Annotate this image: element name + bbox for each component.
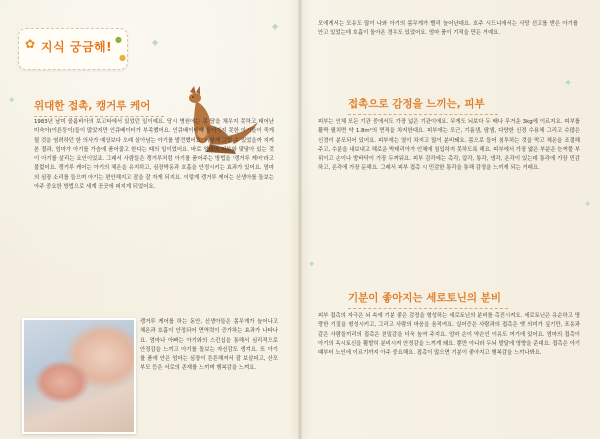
intro-paragraph: 1983년 남미 콜롬비아의 보고타에서 있었던 일이예요. 당시 병원에는 몸 담을 채우지 못하고 태어난 미숙아(이른둥이)들이 많았지만 인큐베이터가 부족했어요. 인큐베이터에 들어가지 못한 아기들이 죽게 될 것을 염려하던 한 의사가 예상보다 오래 살아남는 아기를 발견했어요. 어떻게 그럴 수 있었을까 지켜 본 결과, 엄마가 아기를 가슴에 품어줄고 한다는 때의 일이었어요. 바로 엄마의 피부와 맞닿아 있는 것이 아기를 살리는 요인이었죠. 그래서 사람들은 캥거루처럼 아기를 품어주는 방법을 '캥거루 케어'라고 불렀어요. 캥거루 케어는 아기의 체온을 유지하고, 심장박동과 호흡을 안정시키는 효과가 있어요. 엄마의 심장 소리를 들으며 아기는 편안해지고 잠을 잘 자게 되지요. 이렇게 캥거루 케어는 신생아를 돌보는 아주 중요한 방법으로 세계 곳곳에 퍼지게 되었어요. (34, 119, 274, 191)
right-page (300, 0, 600, 439)
sparkle-icon: ✦ (270, 20, 281, 34)
care-paragraph: 캥거루 케어를 하는 동안, 신생아들은 몸무게가 늘어나고 체온과 호흡이 안정되어 면역력이 증가하는 효과가 나타나요. 엄마나 아빠는 아기와의 스킨십을 통해서 심리적으로 안정감을 느끼고 아기를 돌보는 자신감도 생겨요. 또 아기를 품에 안은 엄마는 심장이 튼튼해져서 잘 보살피고, 산모 부모 등은 서로의 존재를 느끼며 행복감을 느껴요. (140, 319, 278, 372)
skin-heading: 접촉으로 감정을 느끼는, 피부 (348, 96, 498, 115)
sparkle-icon: ✦ (150, 36, 161, 50)
continued-paragraph: 모에게서는 모유도 많이 나와 아기의 몸무게가 빨리 늘어난대요. 호주 시드니에서는 사망 선고를 받은 아기를 안고 있었는데 호흡이 돌아온 경우도 있었어요. 엄마 품이 기적을 만든 거예요. (318, 21, 578, 37)
sparkle-icon: ✦ (584, 200, 592, 210)
baby-photo (22, 318, 136, 434)
section-badge (18, 28, 128, 70)
dot-icon: ● (119, 53, 126, 62)
sparkle-icon: ✦ (308, 260, 316, 270)
serotonin-paragraph: 피부 접촉의 자극은 뇌 속에 기분 좋은 감정을 형성하는 세로토닌의 분비를 촉진시켜요. 세로토닌은 유순하고 명랑한 기질을 형성시키고, 그리고 사람의 마음을 움직여요. 실어증은 사람과의 접촉은 옛 의미가 싶기만, 포옹과 같은 사람들끼리의 접촉은 친밀감을 더욱 높여 주지요. 엄마 손이 약손인 이유도 여기에 있어요. 엄마의 접촉이 아기의 옥시토신을 활발히 분비시켜 안정감을 느끼게 돼요. 뿐만 아니라 두뇌 발달에 영향을 준대요. 접촉은 아기 때부터 노인에 이르기까지 아주 중요해요. 접촉이 많으면 기분이 좋아지고 행복감을 느끼나봐요. (318, 313, 580, 357)
skin-paragraph: 피부는 인체 모든 기관 중에서도 가장 넓은 기관이에요. 무게도 뇌보다 두 배나 무거운 3kg에 이르지요. 피부를 활짝 펼치면 약 1.8m²의 면적을 차지한대요. 피부에는 모근, 기름샘, 땀샘, 다양한 신경 수용체 그리고 수많은 신경이 분포되어 있어요. 피부에는 열이 차지고 많이 분비돼요. 몸으로 들어 침투하는 것을 막고 체온을 조절해 주고, 수분을 내보내고 해로운 박테리아가 인체에 침입하지 못하도록 해요. 피부에서 가장 얇은 부분은 눈꺼풀 부위이고 손이나 발바닥이 가장 두꺼워요. 피부 감각에는 촉각, 압각, 통각, 냉각, 온각이 있는데 통각에 가장 민감하고, 온각에 가장 둔해요. 그래서 피부 접촉 시 민감한 통각을 통해 감정을 느끼게 되는 거래요. (318, 119, 580, 172)
sparkle-icon: ✦ (564, 78, 573, 89)
star-icon: ✿ (25, 37, 36, 51)
sparkle-icon: ✦ (8, 96, 16, 106)
badge-label: 지식 궁금해! (41, 40, 113, 54)
dot-icon: ● (115, 35, 122, 44)
serotonin-heading: 기분이 좋아지는 세로토닌의 분비 (348, 290, 508, 309)
section-heading: 위대한 접촉, 캥거루 케어 (34, 98, 164, 117)
